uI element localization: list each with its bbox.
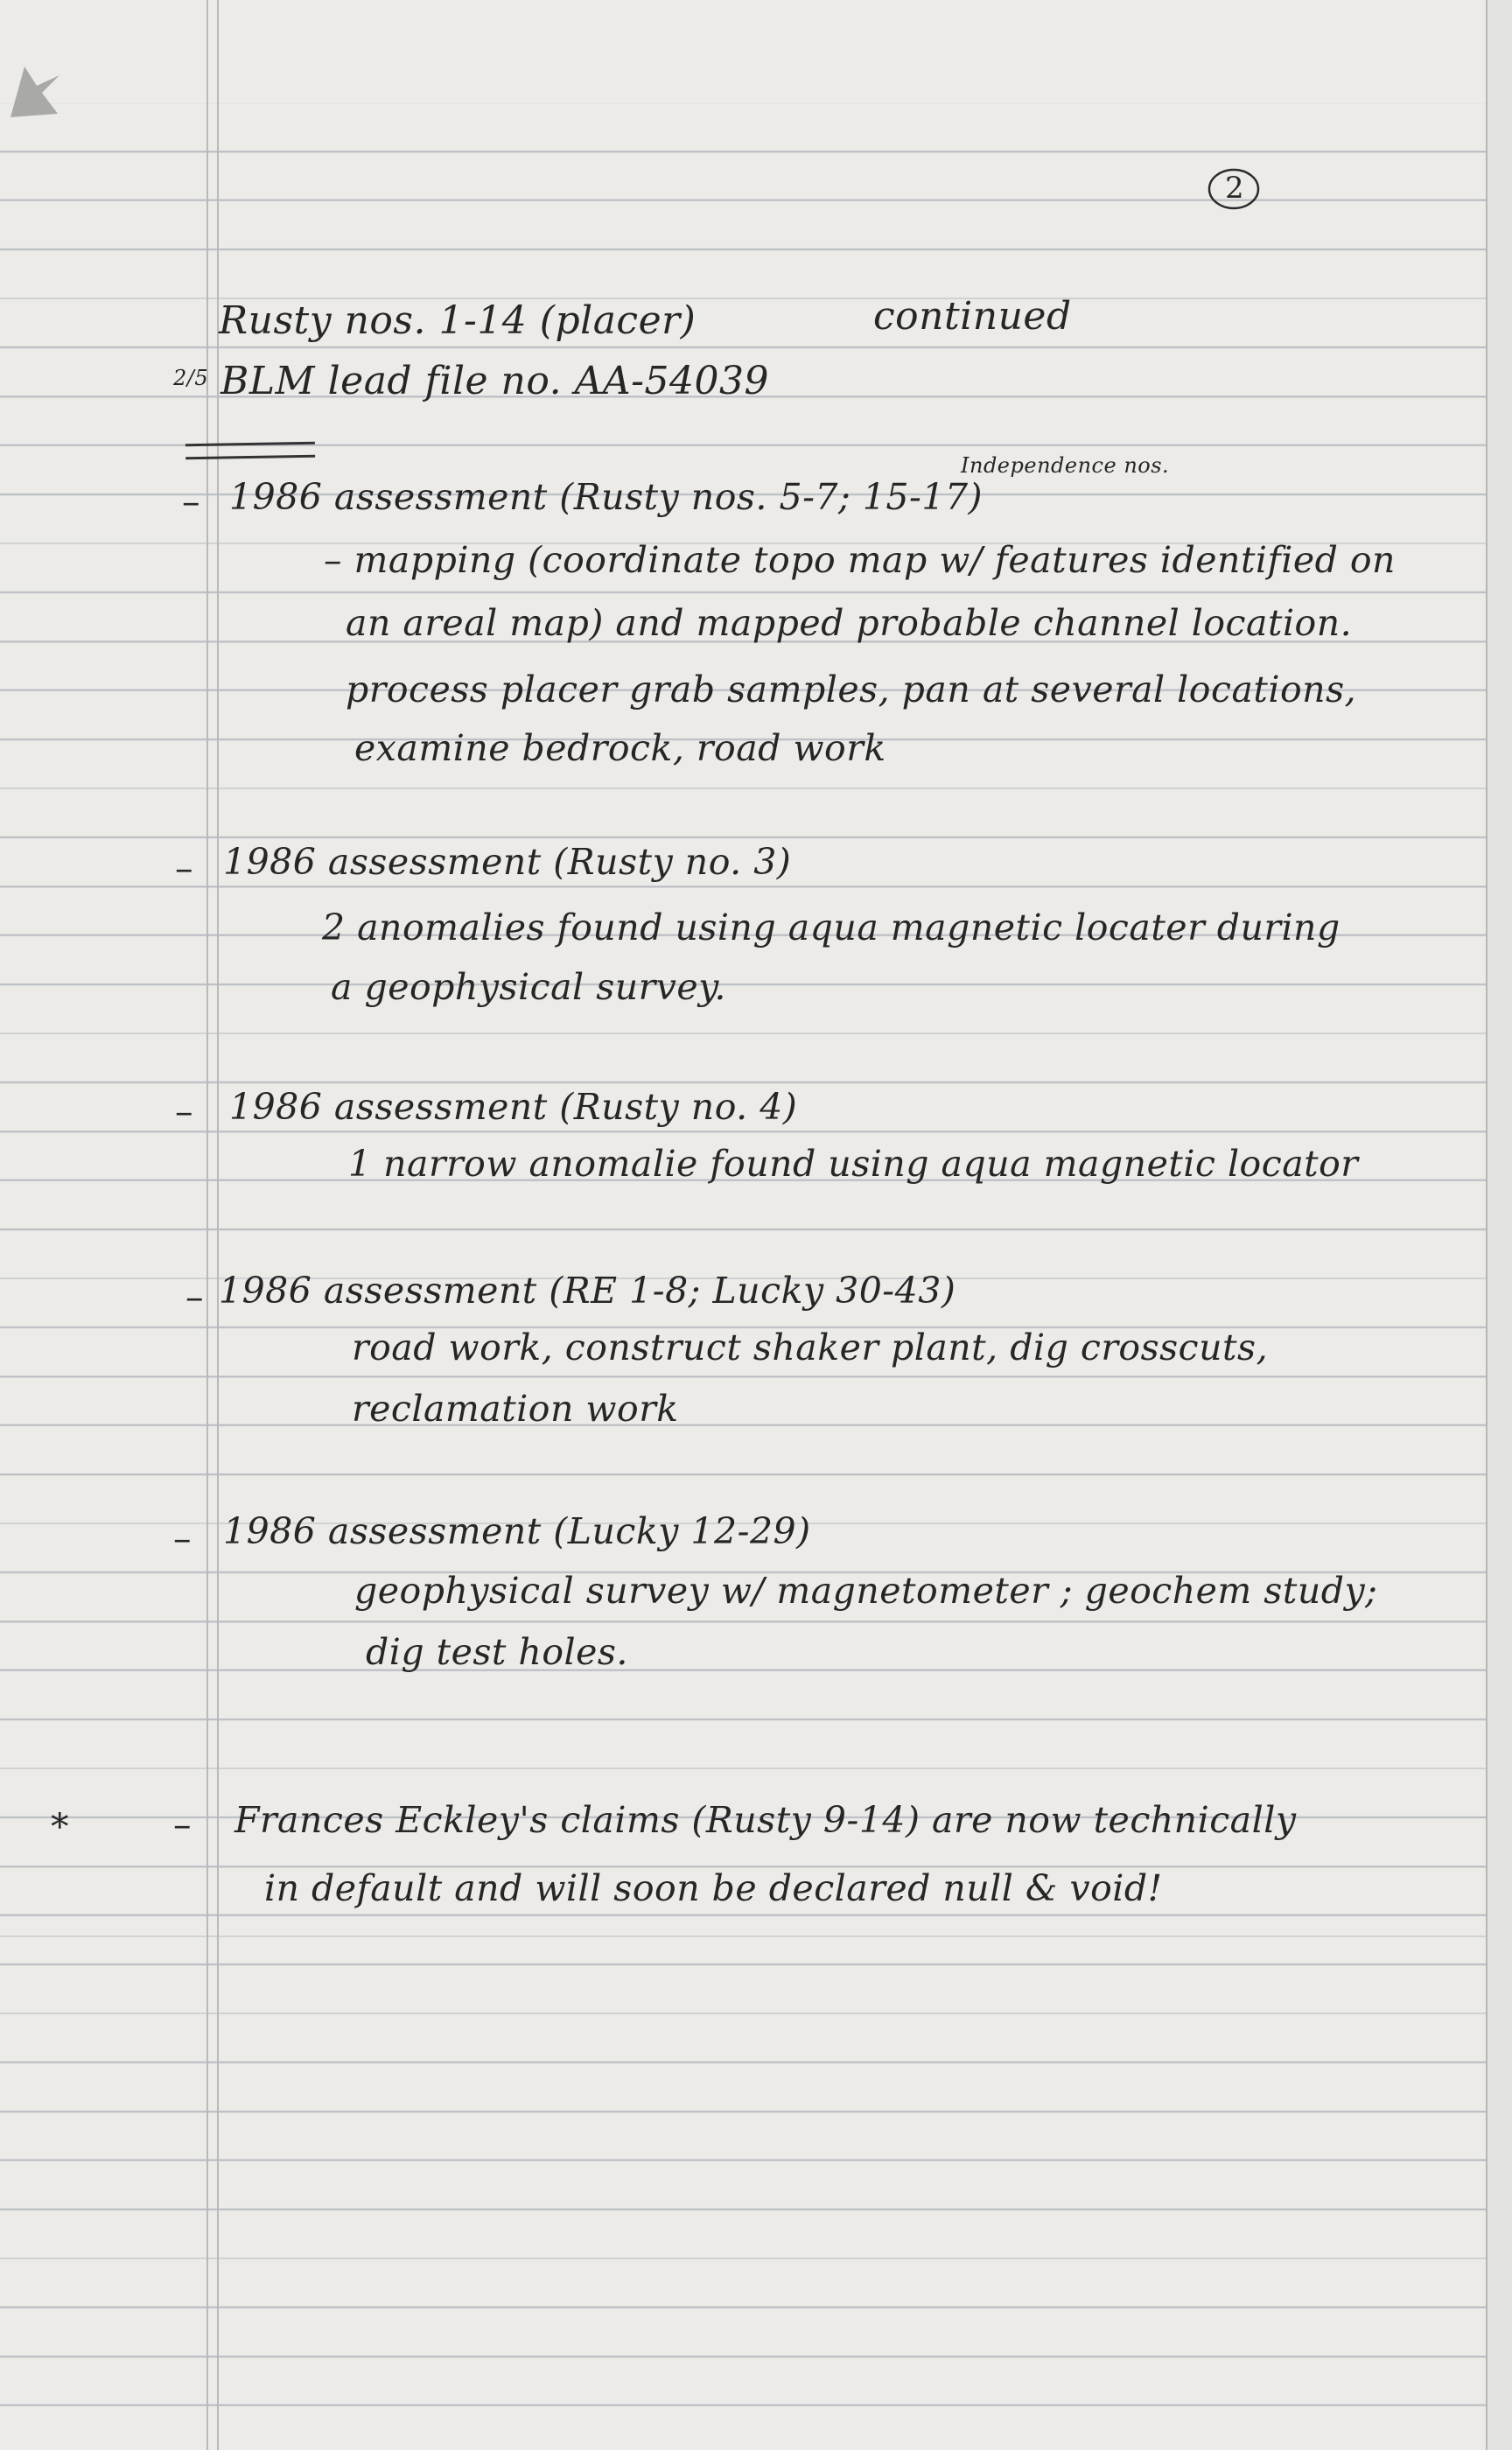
entry-6-line-2: in default and will soon be declared null & void! — [264, 1867, 1163, 1909]
entry-4-dash: – — [186, 1276, 204, 1318]
entry-1-line-3: process placer grab samples, pan at several locations, — [346, 668, 1357, 710]
entry-4-heading: 1986 assessment (RE 1-8; Lucky 30-43) — [219, 1270, 956, 1312]
entry-3-line-1: 1 narrow anomalie found using aqua magnetic locator — [348, 1143, 1359, 1185]
entry-6-dash: – — [173, 1803, 192, 1845]
entry-6-line-1: Frances Eckley's claims (Rusty 9-14) are now technically — [234, 1799, 1297, 1841]
entry-5-line-1: geophysical survey w/ magnetometer ; geochem study; — [354, 1570, 1378, 1612]
header-margin-mark: 2/5 — [173, 366, 209, 390]
entry-2-line-2: a geophysical survey. — [331, 966, 726, 1008]
struck-out-word — [186, 442, 315, 460]
independence-annotation: Independence nos. — [961, 453, 1170, 478]
torn-corner-mark — [7, 47, 70, 126]
header-title: Rusty nos. 1-14 (placer) — [219, 298, 696, 343]
header-continued: continued — [873, 294, 1072, 339]
entry-5-dash: – — [173, 1517, 192, 1559]
entry-5-line-2: dig test holes. — [366, 1631, 628, 1673]
margin-star: * — [51, 1806, 69, 1848]
entry-3-heading: 1986 assessment (Rusty no. 4) — [229, 1086, 798, 1128]
entry-4-line-1: road work, construct shaker plant, dig crosscuts, — [352, 1326, 1269, 1368]
entry-2-dash: – — [175, 847, 193, 889]
entry-1-heading: 1986 assessment (Rusty nos. 5-7; 15-17) — [229, 476, 984, 518]
entry-3-dash: – — [175, 1090, 193, 1132]
entry-2-heading: 1986 assessment (Rusty no. 3) — [223, 841, 792, 883]
entry-5-heading: 1986 assessment (Lucky 12-29) — [223, 1510, 811, 1552]
blm-file-number: BLM lead file no. AA-54039 — [220, 359, 769, 403]
entry-1-dash: – — [182, 480, 200, 522]
margin-line-right — [217, 0, 219, 2450]
entry-1-line-2: an areal map) and mapped probable channel location. — [346, 602, 1353, 644]
page-number: 2 — [1225, 171, 1245, 206]
entry-1-line-4: examine bedrock, road work — [354, 727, 886, 769]
entry-4-line-2: reclamation work — [352, 1388, 679, 1430]
fold-crease — [0, 1936, 1486, 1937]
entry-2-line-1: 2 anomalies found using aqua magnetic locater during — [322, 906, 1340, 948]
entry-1-line-1: – mapping (coordinate topo map w/ features identified on — [324, 539, 1396, 581]
